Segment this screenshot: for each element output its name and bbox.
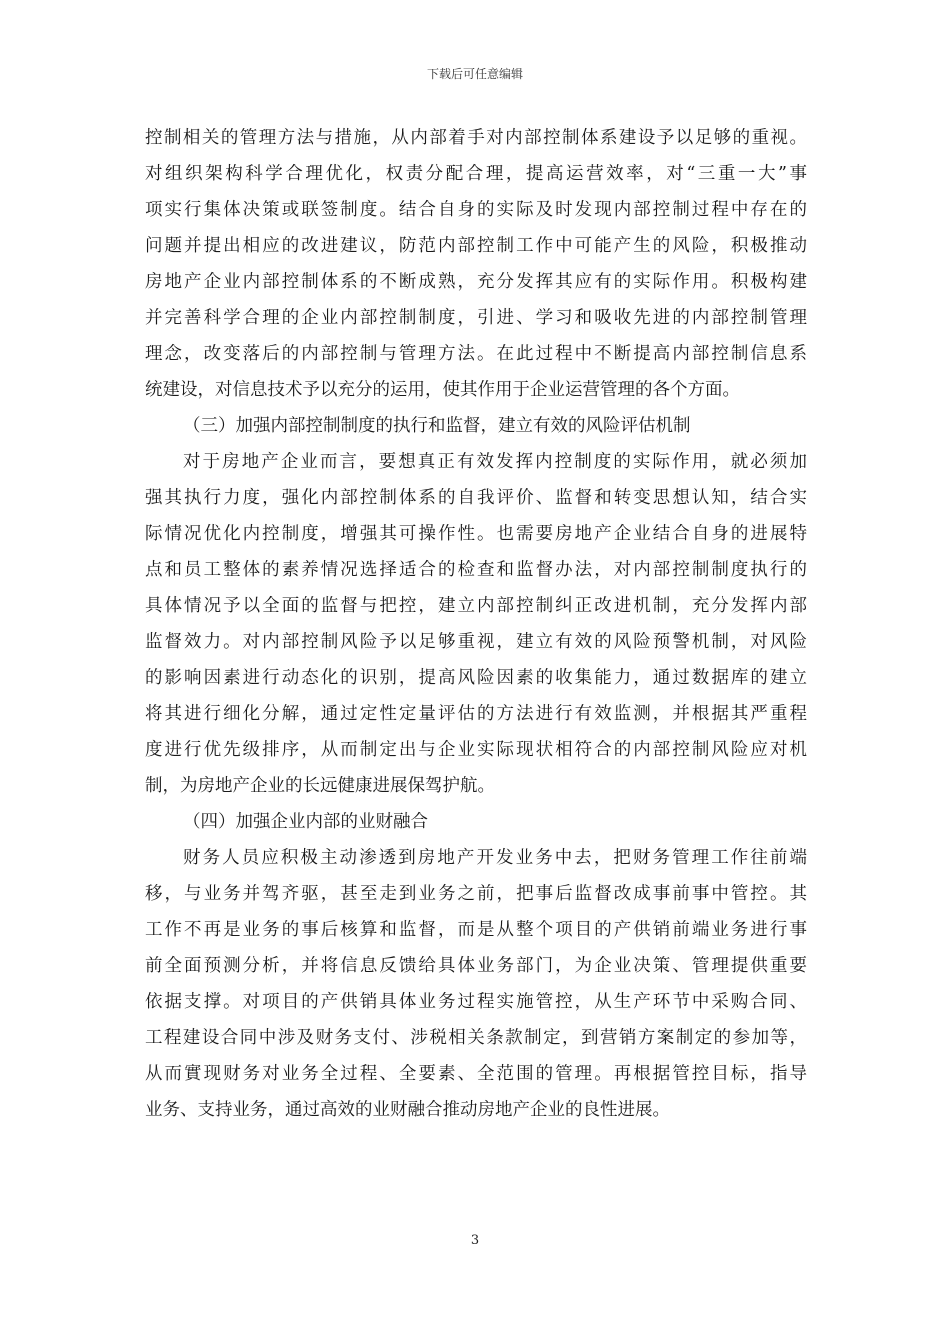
text-line: 财务人员应积极主动渗透到房地产开发业务中去，把财务管理工作往前端: [183, 848, 807, 868]
text-line: 度进行优先级排序，从而制定出与企业实际现状相符合的内部控制风险应对机: [145, 740, 807, 760]
text-line: 业务、支持业务，通过高效的业财融合推动房地产企业的良性进展。: [145, 1100, 670, 1120]
paragraph: [145, 444, 807, 804]
page-header: 下载后可任意编辑: [426, 67, 523, 81]
text-line: 制，为房地产企业的长远健康进展保驾护航。: [145, 776, 495, 796]
text-line: 统建设，对信息技术予以充分的运用，使其作用于企业运营管理的各个方面。: [145, 380, 740, 400]
text-line: 的影响因素进行动态化的识别，提高风险因素的收集能力，通过数据库的建立: [145, 668, 807, 688]
text-line: 从而實现财务对业务全过程、全要素、全范围的管理。再根据管控目标，指导: [145, 1064, 807, 1084]
text-line: 房地产企业内部控制体系的不断成熟，充分发挥其应有的实际作用。积极构建: [145, 272, 807, 292]
text-line: 强其执行力度，强化内部控制体系的自我评价、监督和转变思想认知，结合实: [145, 488, 807, 508]
text-line: 具体情况予以全面的监督与把控，建立内部控制纠正改进机制，充分发挥内部: [145, 596, 807, 616]
text-line: 对于房地产企业而言，要想真正有效发挥内控制度的实际作用，就必须加: [183, 452, 807, 472]
text-line: 监督效力。对内部控制风险予以足够重视，建立有效的风险预警机制，对风险: [145, 632, 807, 652]
section-heading: [145, 408, 807, 444]
text-line: 前全面预测分析，并将信息反馈给具体业务部门，为企业决策、管理提供重要: [145, 956, 807, 976]
page-number: 3: [470, 1233, 480, 1248]
text-line: 依据支撑。对项目的产供销具体业务过程实施管控，从生产环节中采购合同、: [145, 992, 807, 1012]
text-line: 移，与业务并驾齐驱，甚至走到业务之前，把事后监督改成事前事中管控。其: [145, 884, 807, 904]
paragraph: [145, 120, 807, 408]
text-line: 理念，改变落后的内部控制与管理方法。在此过程中不断提高内部控制信息系: [145, 344, 807, 364]
paragraph: [145, 840, 807, 1128]
heading-line: （四）加强企业内部的业财融合: [183, 812, 428, 832]
text-line: 工程建设合同中涉及财务支付、涉税相关条款制定，到营销方案制定的参加等，: [145, 1028, 807, 1048]
section-heading: [145, 804, 807, 840]
heading-line: （三）加强内部控制制度的执行和监督，建立有效的风险评估机制: [183, 416, 691, 436]
text-line: 将其进行细化分解，通过定性定量评估的方法进行有效监测，并根据其严重程: [145, 704, 807, 724]
text-line: 对组织架构科学合理优化，权责分配合理，提高运营效率，对“三重一大”事: [145, 164, 807, 184]
text-line: 际情况优化内控制度，增强其可操作性。也需要房地产企业结合自身的进展特: [145, 524, 807, 544]
text-line: 工作不再是业务的事后核算和监督，而是从整个项目的产供销前端业务进行事: [145, 920, 807, 940]
text-line: 项实行集体决策或联签制度。结合自身的实际及时发现内部控制过程中存在的: [145, 200, 807, 220]
text-line: 问题并提出相应的改进建议，防范内部控制工作中可能产生的风险，积极推动: [145, 236, 807, 256]
text-line: 并完善科学合理的企业内部控制制度，引进、学习和吸收先进的内部控制管理: [145, 308, 807, 328]
document-body: [145, 120, 807, 1128]
text-line: 点和员工整体的素养情况选择适合的检查和监督办法，对内部控制制度执行的: [145, 560, 807, 580]
text-line: 控制相关的管理方法与措施，从内部着手对内部控制体系建设予以足够的重视。: [145, 128, 807, 148]
